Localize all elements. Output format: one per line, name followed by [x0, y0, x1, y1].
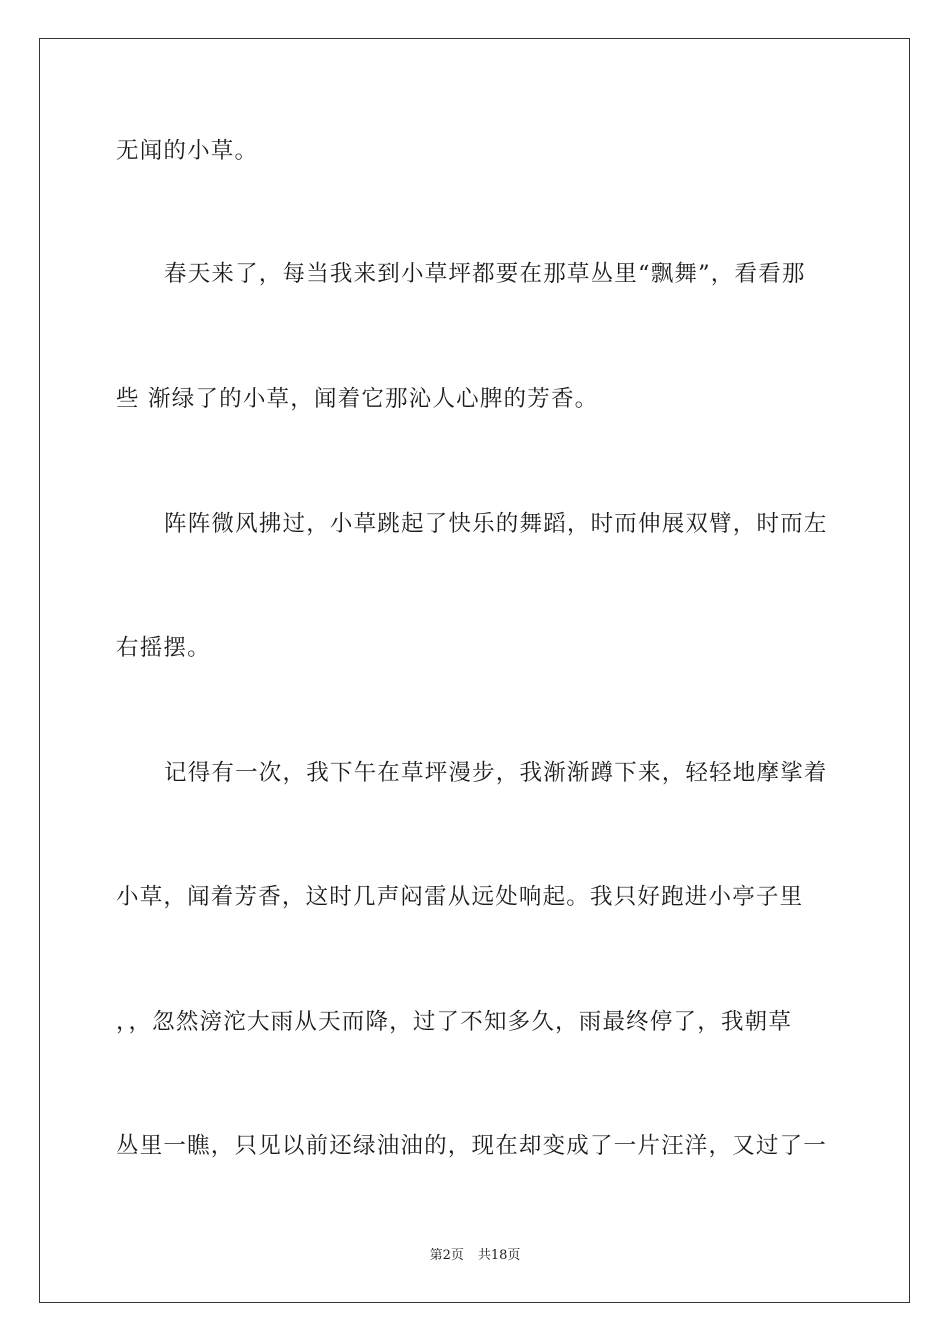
page-number: 第2页	[429, 1248, 464, 1263]
text-line-8: ，，忽然滂沱大雨从天而降，过了不知多久，雨最终停了，我朝草	[116, 1009, 793, 1035]
text-line-3: 些 渐绿了的小草，闻着它那沁人心脾的芳香。	[116, 386, 599, 412]
text-line-7: 小草，闻着芳香，这时几声闷雷从远处响起。我只好跑进小亭子里	[116, 884, 804, 910]
text-line-1: 无闻的小草。	[116, 138, 259, 164]
text-line-4: 阵阵微风拂过，小草跳起了快乐的舞蹈，时而伸展双臂，时而左	[164, 511, 828, 537]
text-line-5: 右摇摆。	[116, 635, 211, 661]
page-total: 共18页	[477, 1248, 521, 1263]
page-border	[39, 38, 910, 1303]
text-line-9: 丛里一瞧，只见以前还绿油油的，现在却变成了一片汪洋，又过了一	[116, 1133, 828, 1159]
page-footer	[0, 1246, 950, 1266]
text-line-2: 春天来了，每当我来到小草坪都要在那草丛里“飘舞”，看看那	[164, 261, 806, 287]
text-line-6: 记得有一次，我下午在草坪漫步，我渐渐蹲下来，轻轻地摩挲着	[164, 760, 828, 786]
